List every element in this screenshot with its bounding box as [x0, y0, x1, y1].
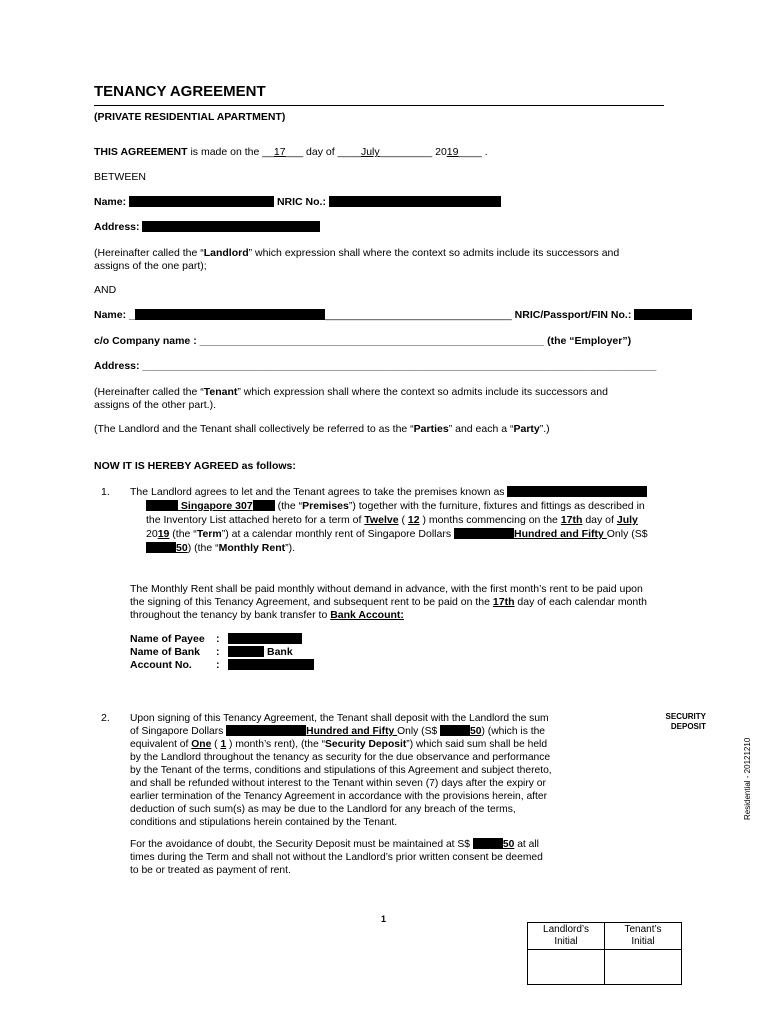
clause-1-text-2: (the “ [274, 500, 303, 512]
clause-1-text-11: Only (S$ [606, 528, 648, 540]
rent-words: Hundred and Fifty [514, 528, 607, 540]
landlord-initial-field[interactable] [528, 950, 605, 985]
tenant-address-label: Address: ________________________________________________________________________________________ [94, 360, 657, 372]
agreement-year: 19 [446, 146, 459, 158]
parties-word: Parties [413, 423, 449, 435]
start-month: July [616, 514, 638, 526]
clause-1-text-8: 20 [146, 528, 158, 540]
clause-2-text-8: ”) which said sum shall be held [406, 739, 548, 750]
month-tail: _________ 20 [379, 146, 447, 158]
monthly-rent-word: Monthly Rent [218, 542, 286, 554]
made-mid: is made on the __ [187, 146, 274, 158]
tenant-clause-text-1: (Hereinafter called the “ [94, 386, 204, 398]
clause-1-line-5 [146, 542, 295, 555]
company-line [94, 335, 631, 348]
bank-details: Name of Payee : Name of Bank : Bank Account No. : [130, 633, 314, 672]
redacted-payee [228, 633, 302, 644]
clause-2-text-10: by the Tenant of the terms, conditions and stipulations of this Agreement and subject thereto, [130, 765, 552, 776]
clause-2-p2-text-1: For the avoidance of doubt, the Security Deposit must be maintained at S$ [130, 839, 473, 850]
maintain-digits: 50 [502, 839, 515, 850]
tenant-nric-label: NRIC/Passport/FIN No.: [514, 309, 632, 321]
landlord-nric-label: NRIC No.: [276, 196, 326, 208]
tenant-name-line [94, 309, 692, 322]
bank-label: Name of Bank [130, 646, 201, 658]
redacted-premises-code [253, 500, 275, 511]
agreement-date-line [94, 146, 488, 159]
clause-1-text-6: ) months commencing on the [419, 514, 561, 526]
premises-postal: Singapore 307 [178, 500, 253, 512]
bank-account-label: Bank Account: [330, 609, 404, 621]
clause-1-text-3: ”) together with the furniture, fixtures and fittings as described in [348, 500, 645, 512]
clause-2-text-12: earlier termination of the Tenancy Agreement in accordance with the provisions herein, after [130, 791, 548, 802]
redacted-landlord-address [142, 221, 320, 232]
document-title: TENANCY AGREEMENT [94, 83, 266, 100]
parties-clause [94, 423, 550, 436]
redacted-premises-unit [146, 500, 178, 511]
tenant-address-line [94, 360, 670, 373]
redacted-rent-words [454, 528, 514, 539]
landlord-word: Landlord [203, 247, 249, 259]
start-day: 17th [560, 514, 583, 526]
clause-1-line-4 [146, 528, 648, 541]
clause-2-text-11: and shall be refunded without interest to the Tenant within seven (7) days after the expiry or [130, 778, 546, 789]
initials-box [527, 922, 682, 985]
landlord-address-line [94, 221, 320, 234]
redacted-maintain-digits [473, 838, 503, 849]
landlord-clause-text-3: assigns of the one part); [94, 260, 207, 272]
clause-2-text-14: conditions and stipulations herein contained by the Tenant. [130, 817, 398, 828]
clause-2-text-3: Only (S$ [397, 726, 441, 737]
landlord-clause-text-2: ” which expression shall where the context so admits include its successors and [248, 247, 620, 259]
clause-1-p2-text-1: The Monthly Rent shall be paid monthly without demand in advance, with the first month’s rent to be paid upon [130, 583, 643, 595]
document-subtitle: (PRIVATE RESIDENTIAL APARTMENT) [94, 111, 286, 123]
clause-2-text-9: by the Landlord throughout the tenancy as security for the due observance and performance [130, 752, 551, 763]
parties-text-3: ”.) [539, 423, 550, 435]
redacted-deposit-digits [440, 725, 470, 736]
employer-label: (the “Employer”) [544, 335, 632, 347]
landlord-clause-text-1: (Hereinafter called the “ [94, 247, 204, 259]
clause-1-number: 1. [101, 486, 110, 498]
sidenote-line-2: DEPOSIT [670, 722, 706, 731]
clause-1-p2-text-2: the signing of this Tenancy Agreement, and subsequent rent to be paid on the [130, 596, 493, 608]
redacted-landlord-nric [329, 196, 501, 207]
clause-2-p2-text-3: times during the Term and shall not without the Landlord’s prior written consent be deemed [130, 852, 543, 863]
clause-2-paragraph-2 [130, 838, 606, 877]
deposit-digits: 50 [470, 726, 482, 737]
clause-2-text-7: ) month’s rent), (the “ [226, 739, 325, 750]
term-number: 12 [407, 514, 420, 526]
landlord-name-line [94, 196, 501, 209]
account-label: Account No. [130, 659, 192, 671]
premises-word: Premises [302, 500, 349, 512]
clause-2-p2-text-2: at all [514, 839, 539, 850]
clause-2-text-13: deduction of such sum(s) as may be due to the Landlord for any breach of the terms, [130, 804, 516, 815]
clause-1-text-1: The Landlord agrees to let and the Tenant agrees to take the premises known as [130, 486, 505, 498]
tenant-name-blank: ________________________________ [324, 309, 512, 321]
clause-1-text-10: ”) at a calendar monthly rent of Singapore Dollars [221, 528, 455, 540]
between-label: BETWEEN [94, 171, 146, 183]
landlord-address-label: Address: [94, 221, 140, 233]
company-label: c/o Company name : ___________________________________________________________ [94, 335, 545, 347]
security-deposit-word: Security Deposit [325, 739, 407, 750]
clause-1-line-3 [146, 514, 638, 527]
clause-1-line-2 [146, 500, 645, 513]
day-of: ___ day of ____ [285, 146, 361, 158]
rent-digits: 50 [176, 542, 188, 554]
clause-1-text-9: (the “ [169, 528, 197, 540]
clause-2-number: 2. [101, 712, 110, 724]
made-prefix: THIS AGREEMENT [94, 146, 188, 158]
redacted-premises-address [507, 486, 647, 497]
clause-1-p2-text-4: throughout the tenancy by bank transfer to [130, 609, 331, 621]
party-word: Party [513, 423, 540, 435]
redacted-tenant-nric [634, 309, 692, 320]
bank-value: Bank [267, 646, 293, 658]
clause-1-text-12: ) (the “ [187, 542, 219, 554]
clause-1-text-13: ”). [285, 542, 296, 554]
tenant-word: Tenant [203, 386, 238, 398]
landlord-initial-header: Landlord’s Initial [528, 923, 605, 950]
tenant-clause-text-3: assigns of the other part.). [94, 399, 216, 411]
tenant-clause-text-2: ” which expression shall where the context so admits include its successors and [237, 386, 608, 398]
clause-2-text-2: of Singapore Dollars [130, 726, 227, 737]
payee-label: Name of Payee [130, 633, 205, 645]
start-year: 19 [157, 528, 170, 540]
tenant-initial-field[interactable] [605, 950, 682, 985]
redacted-deposit-words [226, 725, 306, 736]
redacted-bank [228, 646, 264, 657]
title-rule [94, 105, 664, 106]
clause-1-text-5: ( [398, 514, 408, 526]
clause-2-text-1: Upon signing of this Tenancy Agreement, the Tenant shall deposit with the Landlord the sum [130, 713, 549, 724]
redacted-rent-digits [146, 542, 176, 553]
clause-1-text-7: day of [582, 514, 617, 526]
and-label: AND [94, 284, 117, 296]
clause-2-body [130, 712, 606, 829]
deposit-words: Hundred and Fifty [306, 726, 398, 737]
tenant-name-label: Name: _ [94, 309, 135, 321]
term-word: Term [196, 528, 222, 540]
parties-text-1: (The Landlord and the Tenant shall collectively be referred to as the “ [94, 423, 414, 435]
clause-1-line-1 [130, 486, 647, 499]
agreement-day: 17 [273, 146, 286, 158]
clause-2-text-4: ) (which is the [481, 726, 546, 737]
redacted-landlord-name [129, 196, 274, 207]
clause-2-text-6: ( [211, 739, 221, 750]
clause-2-p2-text-4: to be or treated as payment of rent. [130, 865, 291, 876]
landlord-name-label: Name: [94, 196, 127, 208]
page-number: 1 [381, 914, 387, 924]
one-number: 1 [220, 739, 227, 750]
parties-text-2: ” and each a “ [448, 423, 514, 435]
payment-day: 17th [492, 596, 515, 608]
clause-1-paragraph-2 [130, 583, 710, 622]
agreed-heading: NOW IT IS HEREBY AGREED as follows: [94, 460, 296, 472]
clause-2-text-5: equivalent of [130, 739, 192, 750]
term-words: Twelve [364, 514, 399, 526]
redacted-account [228, 659, 314, 670]
redacted-tenant-name [135, 309, 325, 320]
security-deposit-sidenote [630, 712, 706, 732]
clause-1-p2-text-3: day of each calendar month [514, 596, 648, 608]
one-word: One [191, 739, 212, 750]
tenant-clause [94, 386, 678, 412]
vertical-revision-note: Residential - 20121210 [743, 737, 752, 820]
sidenote-line-1: SECURITY [665, 712, 706, 721]
year-tail: ____ . [458, 146, 488, 158]
agreement-month: July [360, 146, 380, 158]
tenant-initial-header: Tenant’s Initial [605, 923, 682, 950]
clause-1-text-4: the Inventory List attached hereto for a term of [146, 514, 365, 526]
landlord-clause [94, 247, 678, 273]
